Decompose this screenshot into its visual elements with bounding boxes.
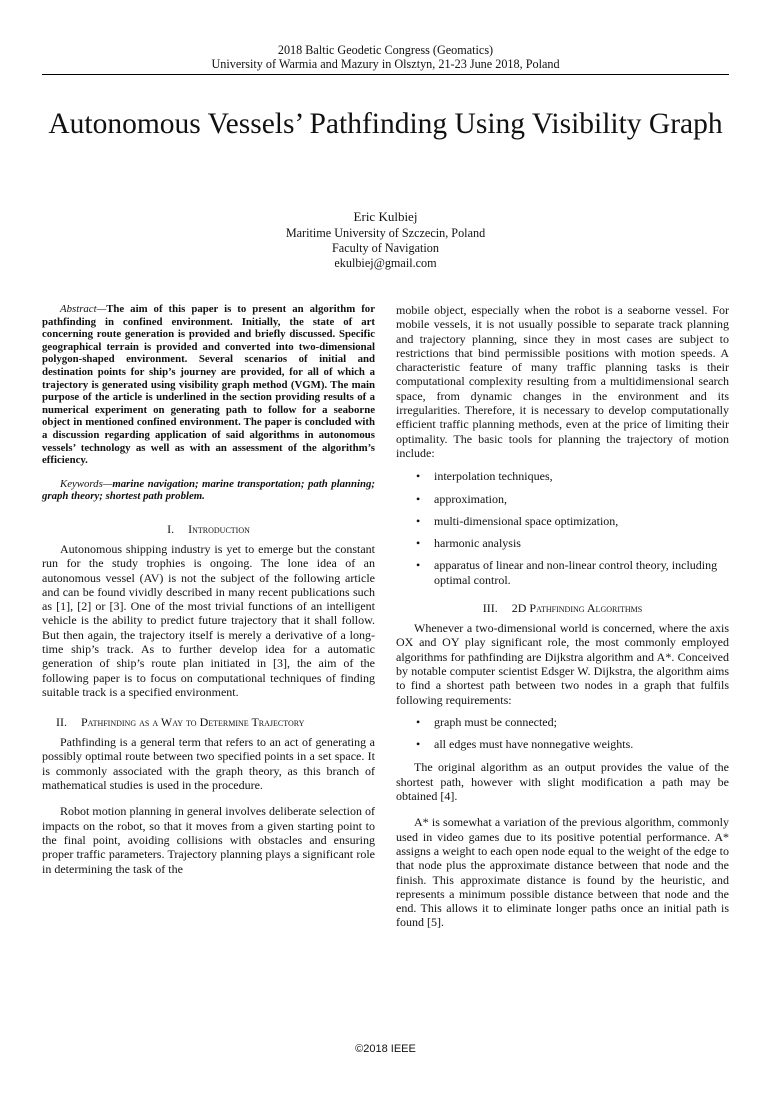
section-number: III.: [482, 601, 498, 616]
conference-name: 2018 Baltic Geodetic Congress (Geomatics): [277, 43, 494, 57]
list-item: • graph must be connected;: [396, 715, 729, 729]
paragraph: The original algorithm as an output provides the value of the shortest path, however with slight modification a path may be obtained [4].: [396, 760, 729, 804]
section-heading-introduction: [42, 522, 375, 536]
paragraph: A* is somewhat a variation of the previous algorithm, commonly used in video games due to its positive potential performance. A* assigns a weight to each open node equal to the weight of the edge to that node plus the approximate distance between that node and the finish. This approximate distance is found by the heuristic, and represents a minimum possible distance between that node and the end. This allows it to eliminate longer paths once an initial path is found [5].: [396, 815, 729, 930]
section-title: Pathfinding as a Way to Determine Trajectory: [81, 715, 305, 730]
paragraph: Whenever a two-dimensional world is concerned, where the axis OX and OY play significant role, the most commonly employed algorithms for pathfinding are Dijkstra algorithm and A*. Conceived by notable computer scientist Edsger W. Dijkstra, the algorithm aims to find a shortest path between two nodes in a graph that fulfils following requirements:: [396, 621, 729, 707]
list-item: • multi-dimensional space optimization,: [396, 514, 729, 528]
author-block: [42, 209, 729, 271]
abstract-lead: Abstract—: [60, 303, 107, 315]
paragraph-continued: mobile object, especially when the robot is a seaborne vessel. For mobile vessels, it is not usually possible to separate track planning and trajectory planning, since they in most cases are subject to restrictions that bind permissible positions with motion speeds. A characteristic feature of many traffic planning tasks is their computational complexity resulting from a multidimensional search space, from dynamic changes in the environment and its irregularities. Therefore, it is necessary to develop computationally efficient traffic planning methods, even at the price of limiting their optimality. The basic tools for planning the trajectory of motion include:: [396, 303, 729, 460]
list-item: • harmonic analysis: [396, 536, 729, 550]
graph-requirements-list: [396, 715, 729, 752]
keywords: [42, 478, 375, 503]
section-heading-pathfinding: [42, 715, 375, 729]
abstract: [42, 303, 375, 467]
section-number: II.: [56, 715, 67, 730]
section-title: 2D Pathfinding Algorithms: [511, 601, 643, 616]
left-column: [42, 303, 375, 884]
paragraph: Autonomous shipping industry is yet to emerge but the constant run for the study trophies is ongoing. The lone idea of an autonomous vessel (AV) is not the subject of the following article and can be found vividly described in many recent publications such as [1], [2] or [3]. One of the most trivial functions of an intelligent vehicle is the ability to predict future trajectory that it shall follow. But then again, the trajectory itself is merely a derivative of a long-time ship’s track. As to further develop idea for a automatic generation of ship’s route plan initiated in [3], the aim of the following paper is to focus on computational techniques of finding suitable track is a specified environment.: [42, 541, 375, 699]
right-column: [396, 303, 729, 938]
list-item: • approximation,: [396, 492, 729, 506]
keywords-lead: Keywords—: [60, 477, 113, 490]
paragraph: Robot motion planning in general involves deliberate selection of impacts on the robot, so that it moves from a given starting point to the final point, avoiding collisions with obstacles and ensuring proper traffic parameters. Trajectory planning plays a significant role in determining the task of the: [42, 804, 375, 876]
author-faculty: Faculty of Navigation: [332, 241, 439, 255]
paper-title: Autonomous Vessels’ Pathfinding Using Visibility Graph: [48, 108, 723, 140]
list-item: • interpolation techniques,: [396, 469, 729, 483]
trajectory-tools-list: [396, 469, 729, 587]
list-item: • all edges must have nonnegative weights.: [396, 737, 729, 751]
section-heading-2d-algorithms: [396, 601, 729, 615]
list-item: • apparatus of linear and non-linear control theory, including optimal control.: [396, 558, 729, 587]
copyright-footer: ©2018 IEEE: [355, 1043, 416, 1055]
header-rule: [42, 74, 729, 75]
conference-header: [42, 43, 729, 71]
author-email: ekulbiej@gmail.com: [334, 256, 437, 270]
section-title: Introduction: [188, 521, 250, 536]
author-affiliation: Maritime University of Szczecin, Poland: [285, 226, 486, 240]
abstract-text: The aim of this paper is to present an algorithm for pathfinding in confined environment. Initially, the state of art concerning route generation is provided and briefly discussed. Specific geographical terrain is provided and converted into two-dimensional polygon-shaped environment. Several scenarios of initial and destination points for ship’s journey are provided, for all of which a trajectory is generated using visibility graph method (VGM). The main purpose of the article is underlined in the section providing results of a numerical experiment on generating path to follow for a seaborne object in mentioned confined environment. The paper is concluded with a discussion regarding application of said algorithms in autonomous vessels’ technology as well as with an assessment of the algorithm’s efficiency.: [42, 303, 375, 467]
keywords-text: marine navigation; marine transportation; path planning; graph theory; shortest path problem.: [42, 477, 375, 503]
author-name: Eric Kulbiej: [353, 209, 418, 224]
paragraph: Pathfinding is a general term that refers to an act of generating a possibly optimal route between two specified points in a set space. It is commonly associated with the graph theory, as this branch of mathematical studies is used in the procedure.: [42, 735, 375, 793]
conference-venue: University of Warmia and Mazury in Olsztyn, 21-23 June 2018, Poland: [211, 57, 560, 71]
section-number: I.: [167, 521, 175, 536]
